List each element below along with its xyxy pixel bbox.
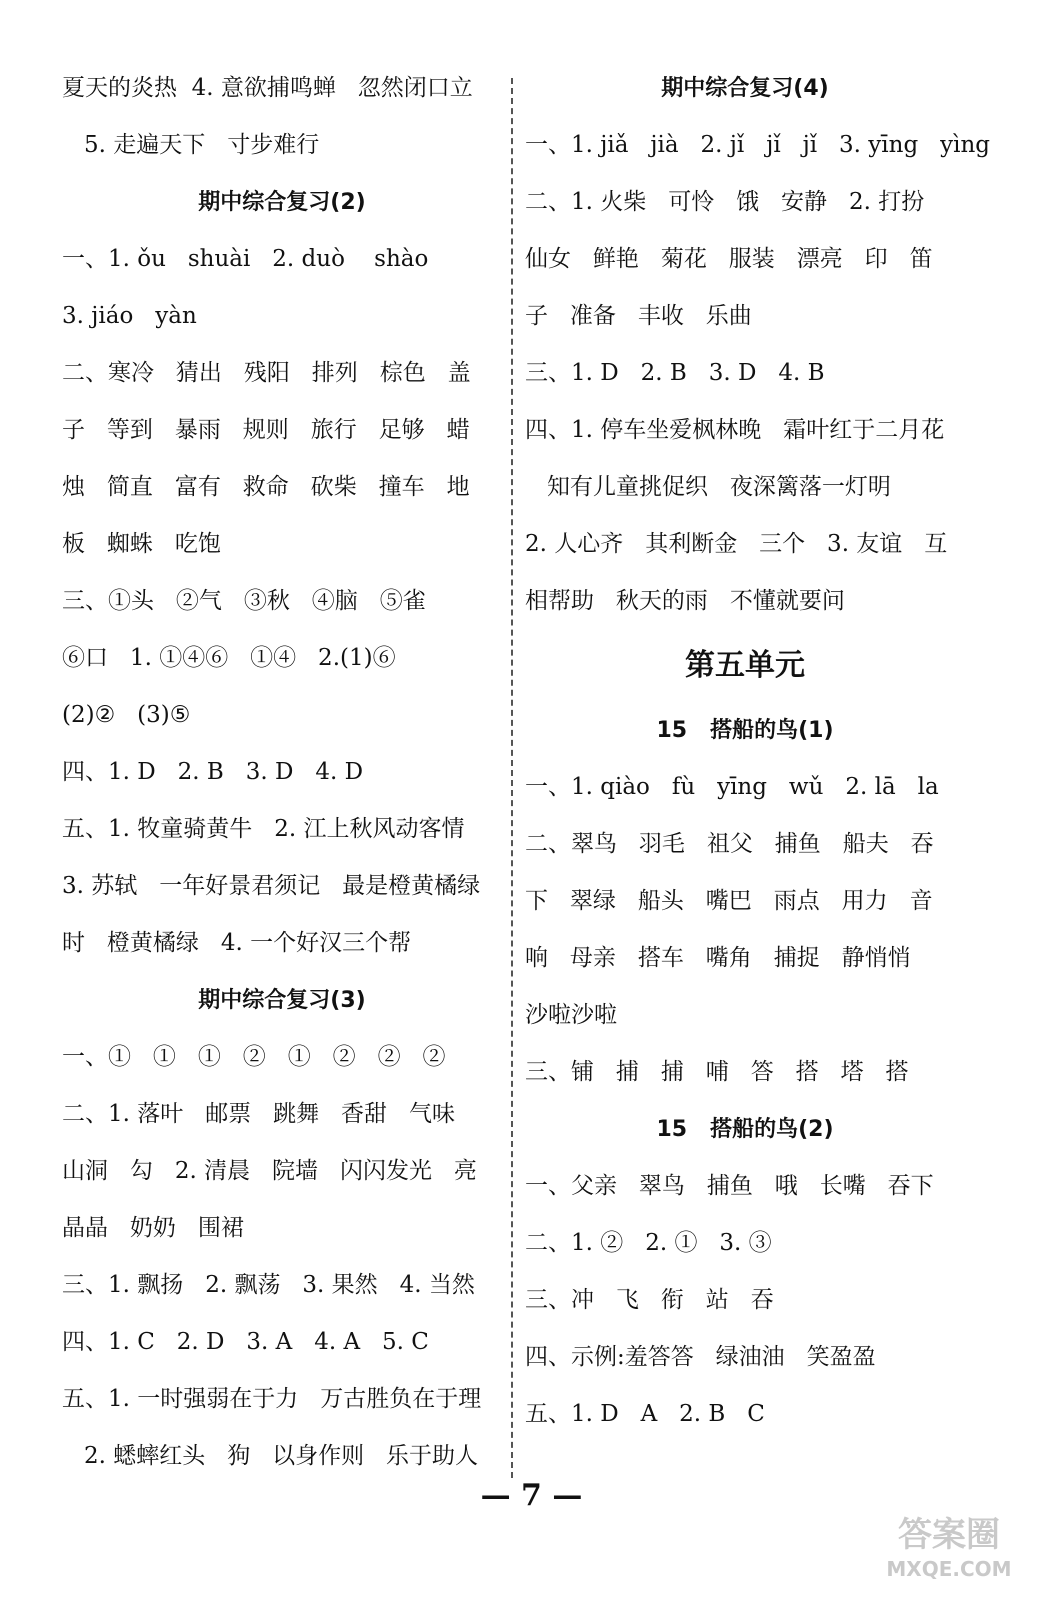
right-answer-line: 下 翠绿 船头 嘴巴 雨点 用力 音 (525, 888, 933, 914)
left-answer-line: 烛 简直 富有 救命 砍柴 撞车 地 (62, 474, 470, 500)
left-answer-line: 五、1. 一时强弱在于力 万古胜负在于理 (62, 1386, 482, 1412)
right-answer-line: 三、1. D 2. B 3. D 4. B (525, 360, 825, 386)
left-answer-line: 一、① ① ① ② ① ② ② ② (62, 1044, 446, 1070)
page-number: — 7 — (480, 1478, 583, 1513)
left-column (62, 60, 502, 1485)
left-answer-line: 3. 苏轼 一年好景君须记 最是橙黄橘绿 (62, 873, 481, 899)
right-answer-line: 五、1. D A 2. B C (525, 1401, 765, 1427)
right-section-heading: 期中综合复习(4) (661, 76, 829, 101)
left-answer-line: 四、1. C 2. D 3. A 4. A 5. C (62, 1329, 429, 1355)
right-answer-line: 三、铺 捕 捕 哺 答 搭 塔 搭 (525, 1059, 909, 1085)
right-answer-line: 一、父亲 翠鸟 捕鱼 哦 长嘴 吞下 (525, 1173, 934, 1199)
left-answer-line: 晶晶 奶奶 围裙 (62, 1215, 244, 1241)
watermark-logo (869, 1504, 1029, 1584)
right-answer-line: 四、示例:羞答答 绿油油 笑盈盈 (525, 1344, 876, 1370)
right-answer-line: 相帮助 秋天的雨 不懂就要问 (525, 588, 845, 614)
right-answer-line: 二、翠鸟 羽毛 祖父 捕鱼 船夫 吞 (525, 831, 934, 857)
right-section-heading: 15 搭船的鸟(1) (656, 718, 834, 743)
left-answer-line: 三、1. 飘扬 2. 飘荡 3. 果然 4. 当然 (62, 1272, 475, 1298)
right-answer-line: 二、1. ② 2. ① 3. ③ (525, 1230, 772, 1256)
svg-text:答案圈: 答案圈 (898, 1515, 1000, 1555)
left-answer-line: 2. 蟋蟀红头 狗 以身作则 乐于助人 (84, 1443, 479, 1469)
left-answer-line: ⑥口 1. ①④⑥ ①④ 2.(1)⑥ (62, 645, 396, 671)
right-answer-line: 二、1. 火柴 可怜 饿 安静 2. 打扮 (525, 189, 925, 215)
right-answer-line: 子 准备 丰收 乐曲 (525, 303, 752, 329)
left-section-heading: 期中综合复习(2) (198, 190, 366, 215)
right-column (525, 60, 990, 1443)
left-answer-line: 板 蜘蛛 吃饱 (62, 531, 221, 557)
right-answer-line: 一、1. qiào fù yīng wǔ 2. lā la (525, 774, 939, 800)
left-answer-line: 子 等到 暴雨 规则 旅行 足够 蜡 (62, 417, 470, 443)
left-answer-line: 时 橙黄橘绿 4. 一个好汉三个帮 (62, 930, 412, 956)
left-answer-line: 五、1. 牧童骑黄牛 2. 江上秋风动客情 (62, 816, 465, 842)
svg-text:MXQE.COM: MXQE.COM (886, 1557, 1012, 1581)
right-answer-line: 仙女 鲜艳 菊花 服装 漂亮 印 笛 (525, 246, 933, 272)
right-answer-line: 响 母亲 搭车 嘴角 捕捉 静悄悄 (525, 945, 911, 971)
left-answer-line: 5. 走遍天下 寸步难行 (84, 132, 320, 158)
right-unit-title: 第五单元 (685, 648, 805, 683)
left-answer-line: 一、1. ǒu shuài 2. duò shào (62, 246, 429, 272)
column-divider (511, 78, 513, 1478)
right-answer-line: 沙啦沙啦 (525, 1002, 617, 1028)
right-answer-line: 四、1. 停车坐爱枫林晚 霜叶红于二月花 (525, 417, 945, 443)
right-answer-line: 2. 人心齐 其利断金 三个 3. 友谊 互 (525, 531, 948, 557)
right-answer-line: 知有儿童挑促织 夜深篱落一灯明 (547, 474, 891, 500)
left-answer-line: 二、1. 落叶 邮票 跳舞 香甜 气味 (62, 1101, 455, 1127)
left-answer-line: 二、寒冷 猜出 残阳 排列 棕色 盖 (62, 360, 471, 386)
left-answer-line: (2)② (3)⑤ (62, 702, 191, 728)
left-answer-line: 山洞 勾 2. 清晨 院墙 闪闪发光 亮 (62, 1158, 477, 1184)
left-answer-line: 3. jiáo yàn (62, 303, 197, 329)
right-section-heading: 15 搭船的鸟(2) (656, 1117, 834, 1142)
left-answer-line: 夏天的炎热 4. 意欲捕鸣蝉 忽然闭口立 (62, 75, 473, 101)
left-answer-line: 三、①头 ②气 ③秋 ④脑 ⑤雀 (62, 588, 426, 614)
right-answer-line: 一、1. jiǎ jià 2. jǐ jǐ jǐ 3. yīng yìng (525, 132, 990, 158)
right-answer-line: 三、冲 飞 衔 站 吞 (525, 1287, 774, 1313)
left-section-heading: 期中综合复习(3) (198, 988, 366, 1013)
left-answer-line: 四、1. D 2. B 3. D 4. D (62, 759, 364, 785)
